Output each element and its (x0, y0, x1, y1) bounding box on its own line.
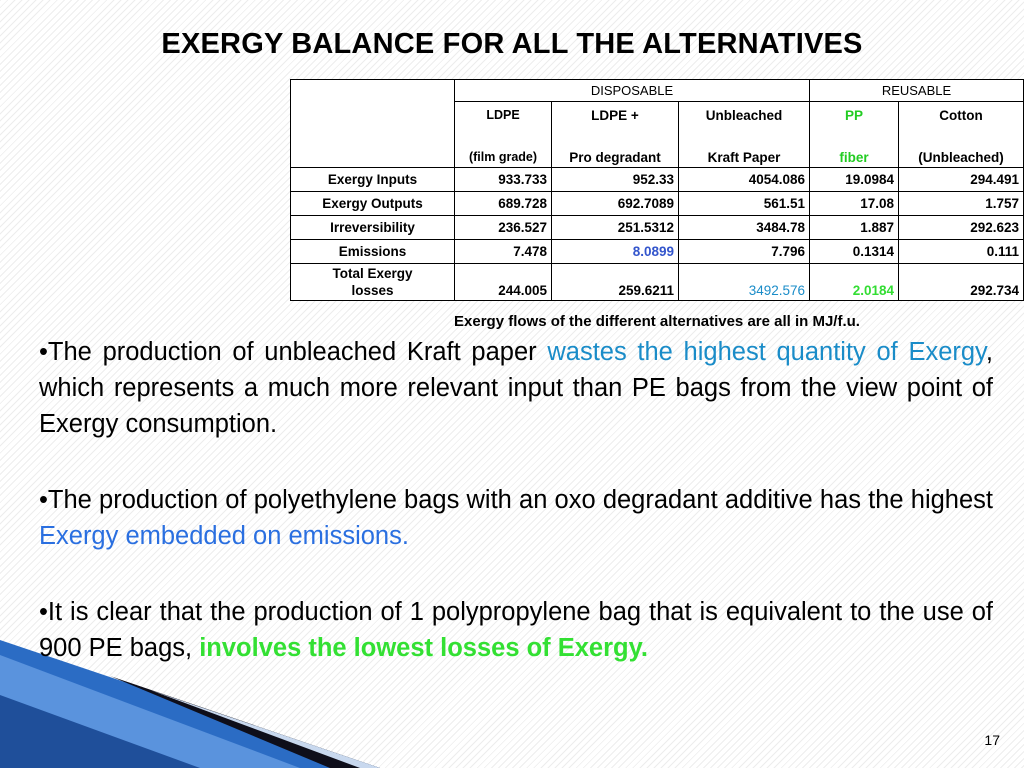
column-header-line1: LDPE (486, 108, 520, 122)
table-cell-highlight: 8.0899 (552, 240, 679, 264)
table-cell: 1.887 (810, 216, 899, 240)
text-run: •The production of polyethylene bags with an oxo degradant additive has the highest (39, 486, 993, 514)
table-cell: 933.733 (455, 168, 552, 192)
row-label: Emissions (291, 240, 455, 264)
table-cell-highlight: 3492.576 (679, 264, 810, 301)
highlight-text: involves the lowest losses of Exergy. (199, 634, 648, 662)
exergy-table (290, 79, 1024, 301)
paragraph-kraft (39, 334, 993, 442)
column-header-line2: Pro degradant (569, 150, 661, 165)
row-label: Exergy Outputs (291, 192, 455, 216)
table-cell: 1.757 (899, 192, 1024, 216)
table-cell: 292.623 (899, 216, 1024, 240)
column-header-cotton (899, 102, 1024, 168)
highlight-text: wastes the highest quantity of Exergy (547, 338, 986, 366)
column-header-line2: (Unbleached) (918, 150, 1004, 165)
table-row (291, 216, 1024, 240)
table-cell-highlight: 2.0184 (810, 264, 899, 301)
row-label: Exergy Inputs (291, 168, 455, 192)
column-header-line2: Kraft Paper (707, 150, 781, 165)
table-cell: 7.478 (455, 240, 552, 264)
table-cell: 292.734 (899, 264, 1024, 301)
table-cell: 294.491 (899, 168, 1024, 192)
highlight-text: Exergy embedded on emissions. (39, 522, 409, 550)
paragraph-polyethylene (39, 482, 993, 554)
group-reusable: REUSABLE (810, 80, 1024, 102)
table-cell: 7.796 (679, 240, 810, 264)
column-header-ldpe-pro (552, 102, 679, 168)
table-cell: 0.1314 (810, 240, 899, 264)
table-cell: 236.527 (455, 216, 552, 240)
table-corner-cell (291, 80, 455, 168)
table-cell: 4054.086 (679, 168, 810, 192)
table-caption: Exergy flows of the different alternatives are all in MJ/f.u. (454, 313, 860, 330)
text-run: •The production of unbleached Kraft paper (39, 338, 548, 366)
row-label (291, 264, 455, 301)
row-label-line2: losses (351, 283, 394, 298)
table-row (291, 240, 1024, 264)
paragraph-polypropylene (39, 594, 993, 666)
text-run: , which represents a much more relevant input than PE bags from the view point of Exergy consumption. (39, 338, 994, 438)
table-cell: 244.005 (455, 264, 552, 301)
table-cell: 17.08 (810, 192, 899, 216)
table-cell: 259.6211 (552, 264, 679, 301)
group-disposable: DISPOSABLE (455, 80, 810, 102)
text-run: •It is clear that the production of 1 polypropylene bag that is equivalent to the use of 900 PE bags, (39, 598, 993, 662)
page-number: 17 (984, 732, 1000, 748)
table-cell: 561.51 (679, 192, 810, 216)
table-cell: 0.111 (899, 240, 1024, 264)
column-header-line2: fiber (839, 150, 869, 165)
row-label: Irreversibility (291, 216, 455, 240)
table-cell: 251.5312 (552, 216, 679, 240)
row-label-line1: Total Exergy (332, 266, 413, 281)
table-cell: 19.0984 (810, 168, 899, 192)
column-header-pp (810, 102, 899, 168)
table-cell: 689.728 (455, 192, 552, 216)
column-header-line1: LDPE + (591, 108, 639, 123)
table-row (291, 264, 1024, 301)
slide-title: EXERGY BALANCE FOR ALL THE ALTERNATIVES (161, 28, 863, 60)
body-text (39, 334, 993, 666)
table-cell: 952.33 (552, 168, 679, 192)
table-cell: 692.7089 (552, 192, 679, 216)
table-group-header-row (291, 80, 1024, 102)
column-header-line1: Unbleached (705, 108, 783, 123)
column-header-line2: (film grade) (468, 150, 538, 164)
table-row (291, 168, 1024, 192)
table-row (291, 192, 1024, 216)
column-header-ldpe (455, 102, 552, 168)
column-header-line1: Cotton (939, 108, 983, 123)
column-header-kraft (679, 102, 810, 168)
table-cell: 3484.78 (679, 216, 810, 240)
column-header-line1: PP (844, 108, 863, 123)
